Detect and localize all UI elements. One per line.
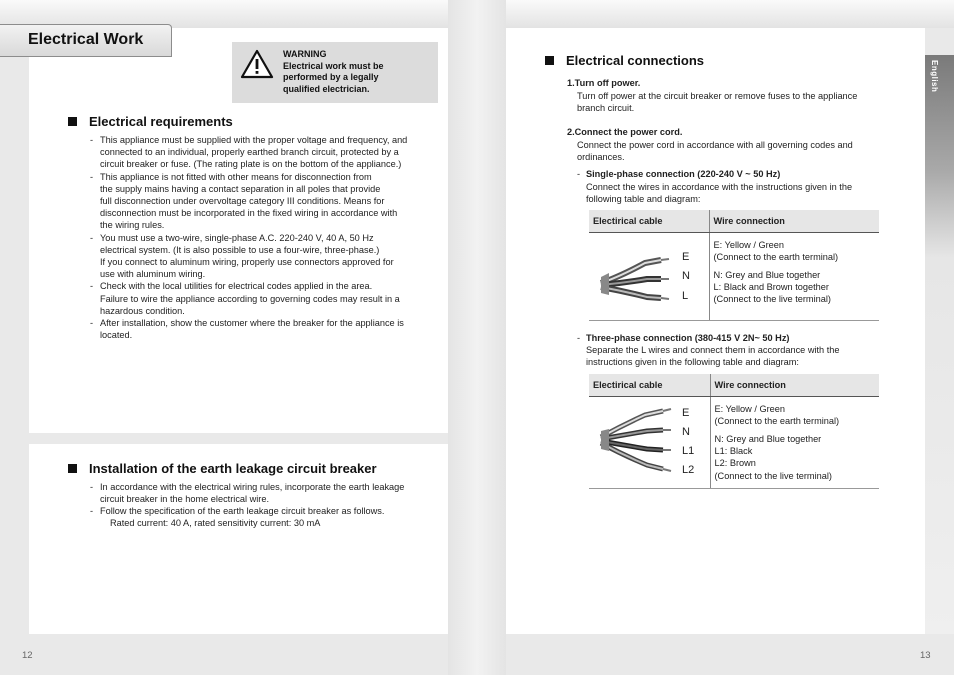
page-number-right: 13	[920, 650, 931, 661]
wire-label: L2	[682, 463, 695, 476]
list-line: disconnection must be incorporated in the fixed wiring in accordance with	[100, 208, 398, 219]
list-item	[90, 171, 407, 232]
step-1-heading	[567, 77, 640, 89]
requirements-list	[90, 134, 407, 341]
text-line: Connect the wires in accordance with the instructions given in the	[586, 182, 853, 192]
wire-label: N	[682, 269, 690, 282]
warning-box	[232, 42, 438, 103]
cable-diagram-cell	[589, 232, 709, 320]
warning-text	[283, 49, 384, 95]
three-phase-heading: - Three-phase connection (380-415 V 2N~ 50 Hz)	[577, 333, 790, 343]
connection-line: (Connect to the live terminal)	[713, 294, 831, 305]
connection-line: E: Yellow / Green	[714, 403, 785, 414]
cable-diagram-cell	[589, 396, 710, 488]
list-line: circuit breaker in the home electrical wire.	[100, 494, 270, 505]
breaker-heading	[68, 461, 377, 476]
list-line: - Check with the local utilities for electrical codes applied in the area.	[100, 281, 373, 292]
page-number-left: 12	[22, 650, 33, 661]
list-item	[90, 481, 404, 505]
list-line: full disconnection under overvoltage category III conditions. Means for	[100, 196, 385, 207]
requirements-title: Electrical requirements	[89, 114, 233, 129]
connection-line: L1: Black	[714, 446, 753, 457]
text-line: following table and diagram:	[586, 194, 701, 205]
text-line: instructions given in the following table and diagram:	[586, 357, 799, 368]
connection-line: (Connect to the earth terminal)	[713, 251, 839, 262]
square-bullet-icon	[68, 464, 77, 473]
warning-line: qualified electrician.	[283, 83, 370, 94]
square-bullet-icon	[545, 56, 554, 65]
list-line: Failure to wire the appliance according to governing codes may result in a	[100, 293, 400, 304]
step-title: Connect the power cord.	[574, 127, 683, 137]
requirements-heading	[68, 114, 233, 129]
list-line: - In accordance with the electrical wiring rules, incorporate the earth leakage	[100, 482, 405, 492]
connection-line: N: Grey and Blue together	[713, 269, 821, 280]
connection-line: (Connect to the earth terminal)	[714, 415, 840, 426]
list-line: circuit breaker or fuse. (The rating plate is on the bottom of the appliance.)	[100, 159, 402, 170]
step-number: 2.	[567, 127, 575, 137]
list-line: the supply mains having a contact separation in all poles that provide	[100, 183, 381, 194]
connection-line: E: Yellow / Green	[713, 239, 784, 250]
warning-line: performed by a legally	[283, 72, 379, 82]
list-line: connected to an individual, properly earthed branch circuit, protected by a	[100, 147, 399, 158]
step-line: branch circuit.	[577, 103, 635, 114]
wire-label: L1	[682, 444, 695, 457]
col-header-cable: Electirical cable	[589, 374, 710, 396]
language-label-box	[925, 60, 954, 100]
single-phase-text	[586, 181, 852, 205]
list-item	[90, 280, 407, 317]
text-line: Separate the L wires and connect them in accordance with the	[586, 345, 840, 355]
warning-triangle-icon	[240, 49, 274, 79]
breaker-list	[90, 481, 404, 518]
list-line: - This appliance is not fitted with other means for disconnection from	[100, 171, 372, 182]
list-line: the wiring rules.	[100, 220, 165, 231]
list-line: located.	[100, 330, 133, 341]
list-item	[90, 317, 407, 341]
section-title: Electrical Work	[28, 31, 144, 48]
list-item	[90, 232, 407, 281]
connection-cell	[709, 232, 879, 320]
warning-title: WARNING	[283, 49, 327, 59]
col-header-connection: Wire connection	[709, 210, 879, 232]
step-2-heading	[567, 126, 682, 138]
col-header-cable: Electirical cable	[589, 210, 709, 232]
list-item	[90, 134, 407, 171]
list-line: electrical system. (It is also possible to use a four-wire, three-phase.)	[100, 244, 380, 255]
step-line: Connect the power cord in accordance with all governing codes and	[577, 140, 853, 150]
step-title: Turn off power.	[574, 78, 641, 88]
connection-line: N: Grey and Blue together	[714, 433, 822, 444]
language-sidebar	[925, 55, 954, 634]
connection-line: (Connect to the live terminal)	[714, 470, 832, 481]
language-label: English	[930, 60, 939, 93]
connections-heading	[545, 53, 704, 68]
breaker-title: Installation of the earth leakage circuit breaker	[89, 461, 377, 476]
connection-line: L: Black and Brown together	[713, 282, 829, 293]
connections-title: Electrical connections	[566, 53, 704, 68]
step-line: ordinances.	[577, 152, 625, 163]
single-phase-heading: - Single-phase connection (220-240 V ~ 50 Hz)	[577, 169, 781, 179]
list-line: use with aluminum wiring.	[100, 269, 206, 280]
wire-label: N	[682, 425, 690, 438]
list-line: If you connect to aluminum wiring, properly use connectors approved for	[100, 257, 394, 268]
list-item	[90, 505, 404, 517]
wire-label: L	[682, 289, 689, 302]
single-phase-title: Single-phase connection (220-240 V ~ 50 Hz)	[586, 169, 781, 179]
step-2-text	[577, 139, 853, 163]
step-1-text	[577, 90, 857, 114]
step-number: 1.	[567, 78, 575, 88]
list-line: - After installation, show the customer where the breaker for the appliance is	[100, 318, 404, 329]
wire-label: E	[682, 406, 690, 419]
wire-label: E	[682, 250, 690, 263]
three-phase-title: Three-phase connection (380-415 V 2N~ 50 Hz)	[586, 333, 790, 343]
col-header-connection: Wire connection	[710, 374, 879, 396]
square-bullet-icon	[68, 117, 77, 126]
connections-panel	[506, 28, 925, 634]
connection-cell	[710, 396, 879, 488]
page-gutter	[448, 0, 506, 675]
three-phase-table	[589, 374, 879, 489]
connection-line: L2: Brown	[714, 458, 756, 469]
section-tab	[0, 24, 172, 57]
three-phase-text	[586, 344, 840, 368]
step-line: Turn off power at the circuit breaker or remove fuses to the appliance	[577, 91, 858, 101]
list-line: hazardous condition.	[100, 305, 185, 316]
single-phase-cable-icon	[589, 233, 709, 319]
list-line: - Follow the specification of the earth leakage circuit breaker as follows.	[100, 506, 385, 517]
warning-line: Electrical work must be	[283, 60, 384, 71]
rated-current: Rated current: 40 A, rated sensitivity current: 30 mA	[110, 518, 321, 528]
list-line: - You must use a two-wire, single-phase A.C. 220-240 V, 40 A, 50 Hz	[100, 232, 374, 243]
list-line: - This appliance must be supplied with the proper voltage and frequency, and	[100, 135, 408, 145]
single-phase-table	[589, 210, 879, 321]
